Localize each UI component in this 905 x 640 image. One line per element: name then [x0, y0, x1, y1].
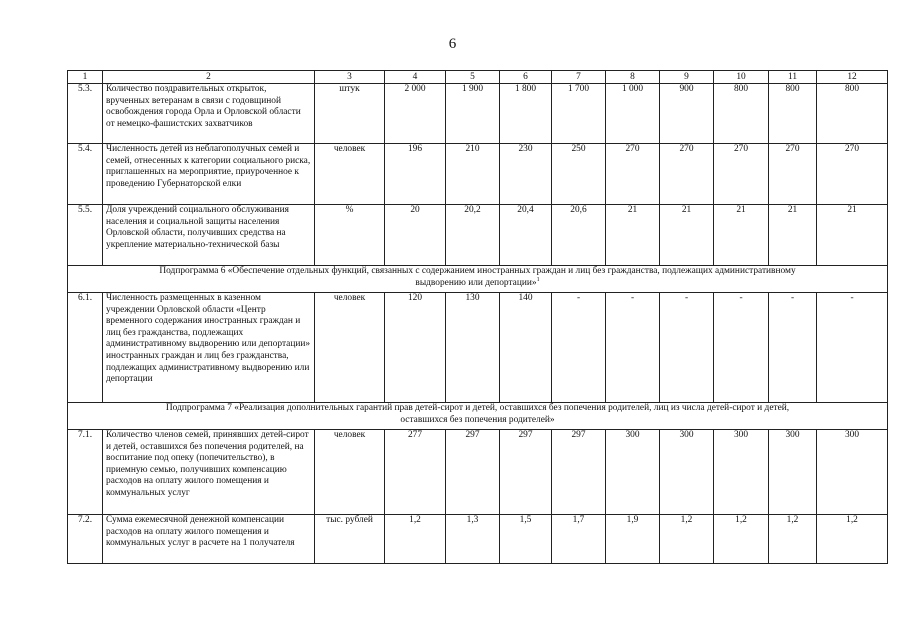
unit-of-measure: человек — [315, 293, 385, 403]
value-cell: 20,4 — [500, 205, 552, 266]
value-cell: 300 — [817, 430, 888, 515]
table-row — [68, 84, 888, 144]
indicators-table — [67, 70, 888, 564]
column-number: 7 — [552, 71, 606, 84]
value-cell: 1,5 — [500, 515, 552, 564]
indicator-description: Сумма ежемесячной денежной компенсации расходов на оплату жилого помещения и коммунальных услуг в расчете на 1 получателя — [103, 515, 315, 564]
subprogram-title — [68, 266, 888, 293]
column-number-row — [68, 71, 888, 84]
table-row — [68, 515, 888, 564]
indicator-description: Доля учреждений социального обслуживания населения и социальной защиты населения Орловской области, получивших средства на укрепление материально-технической базы — [103, 205, 315, 266]
value-cell: - — [606, 293, 660, 403]
indicators-table-wrapper — [67, 70, 887, 564]
value-cell: 20,2 — [446, 205, 500, 266]
column-number: 2 — [103, 71, 315, 84]
value-cell: 300 — [769, 430, 817, 515]
subprogram-title-line: оставшихся без попечения родителей» — [400, 414, 555, 425]
value-cell: 800 — [817, 84, 888, 144]
value-cell: 1 000 — [606, 84, 660, 144]
unit-of-measure: штук — [315, 84, 385, 144]
value-cell: 1,3 — [446, 515, 500, 564]
value-cell: 800 — [714, 84, 769, 144]
value-cell: 230 — [500, 144, 552, 205]
value-cell: 21 — [606, 205, 660, 266]
value-cell: 270 — [769, 144, 817, 205]
column-number: 1 — [68, 71, 103, 84]
value-cell: 297 — [446, 430, 500, 515]
value-cell: 297 — [552, 430, 606, 515]
value-cell: 21 — [714, 205, 769, 266]
subprogram-header-row — [68, 266, 888, 293]
unit-of-measure: % — [315, 205, 385, 266]
value-cell: - — [552, 293, 606, 403]
unit-of-measure: человек — [315, 430, 385, 515]
value-cell: 297 — [500, 430, 552, 515]
column-number: 4 — [385, 71, 446, 84]
row-number: 7.2. — [68, 515, 103, 564]
value-cell: 300 — [660, 430, 714, 515]
indicator-description: Численность размещенных в казенном учреждении Орловской области «Центр временного содержания иностранных граждан и лиц без гражданства, подлежащих административному выдворению или депортации» иностранных граждан и лиц без гражданства, подлежащих административному выдворению или депортации — [103, 293, 315, 403]
value-cell: 210 — [446, 144, 500, 205]
value-cell: - — [817, 293, 888, 403]
row-number: 7.1. — [68, 430, 103, 515]
subprogram-title-text: выдворению или депортации» — [415, 277, 537, 288]
value-cell: 140 — [500, 293, 552, 403]
value-cell: 1,2 — [817, 515, 888, 564]
column-number: 5 — [446, 71, 500, 84]
subprogram-title-line: Подпрограмма 7 «Реализация дополнительных гарантий прав детей-сирот и детей, оставшихся без попечения родителей, лиц из числа детей-сирот и детей, — [165, 403, 790, 413]
subprogram-title — [68, 403, 888, 430]
column-number: 6 — [500, 71, 552, 84]
value-cell: - — [769, 293, 817, 403]
value-cell: 1 900 — [446, 84, 500, 144]
value-cell: 1,2 — [714, 515, 769, 564]
value-cell: 250 — [552, 144, 606, 205]
row-number: 5.3. — [68, 84, 103, 144]
value-cell: 900 — [660, 84, 714, 144]
column-number: 3 — [315, 71, 385, 84]
indicator-description: Количество поздравительных открыток, врученных ветеранам в связи с годовщиной освобождения города Орла и Орловской области от немецко-фашистских захватчиков — [103, 84, 315, 144]
value-cell: 1,7 — [552, 515, 606, 564]
table-row — [68, 144, 888, 205]
value-cell: 1 700 — [552, 84, 606, 144]
column-number: 10 — [714, 71, 769, 84]
table-row — [68, 430, 888, 515]
table-row — [68, 205, 888, 266]
column-number: 8 — [606, 71, 660, 84]
value-cell: 270 — [817, 144, 888, 205]
row-number: 6.1. — [68, 293, 103, 403]
unit-of-measure: человек — [315, 144, 385, 205]
value-cell: 2 000 — [385, 84, 446, 144]
value-cell: 270 — [606, 144, 660, 205]
column-number: 12 — [817, 71, 888, 84]
value-cell: 20,6 — [552, 205, 606, 266]
value-cell: 20 — [385, 205, 446, 266]
value-cell: 270 — [714, 144, 769, 205]
value-cell: - — [714, 293, 769, 403]
value-cell: 21 — [660, 205, 714, 266]
value-cell: 120 — [385, 293, 446, 403]
value-cell: 277 — [385, 430, 446, 515]
value-cell: 1,9 — [606, 515, 660, 564]
row-number: 5.5. — [68, 205, 103, 266]
value-cell: 270 — [660, 144, 714, 205]
value-cell: 196 — [385, 144, 446, 205]
value-cell: 130 — [446, 293, 500, 403]
subprogram-title-line — [71, 278, 884, 290]
column-number: 9 — [660, 71, 714, 84]
subprogram-title-line: Подпрограмма 6 «Обеспечение отдельных функций, связанных с содержанием иностранных граждан и лиц без гражданства, подлежащих административному — [159, 266, 796, 276]
value-cell: 300 — [714, 430, 769, 515]
row-number: 5.4. — [68, 144, 103, 205]
value-cell: 21 — [769, 205, 817, 266]
column-number: 11 — [769, 71, 817, 84]
value-cell: 800 — [769, 84, 817, 144]
unit-of-measure: тыс. рублей — [315, 515, 385, 564]
indicator-description: Количество членов семей, принявших детей-сирот и детей, оставшихся без попечения родителей, на воспитание под опеку (попечительство), в приемную семью, получивших компенсацию расходов на оплату жилого помещения и коммунальных услуг — [103, 430, 315, 515]
footnote-marker: 1 — [536, 276, 540, 283]
page-number: 6 — [448, 36, 457, 52]
subprogram-header-row — [68, 403, 888, 430]
table-row — [68, 293, 888, 403]
value-cell: 1,2 — [385, 515, 446, 564]
value-cell: 21 — [817, 205, 888, 266]
value-cell: - — [660, 293, 714, 403]
value-cell: 1,2 — [769, 515, 817, 564]
value-cell: 300 — [606, 430, 660, 515]
indicator-description: Численность детей из неблагополучных семей и семей, отнесенных к категории социального риска, приглашенных на мероприятие, приуроченное к проведению Губернаторской елки — [103, 144, 315, 205]
value-cell: 1 800 — [500, 84, 552, 144]
value-cell: 1,2 — [660, 515, 714, 564]
